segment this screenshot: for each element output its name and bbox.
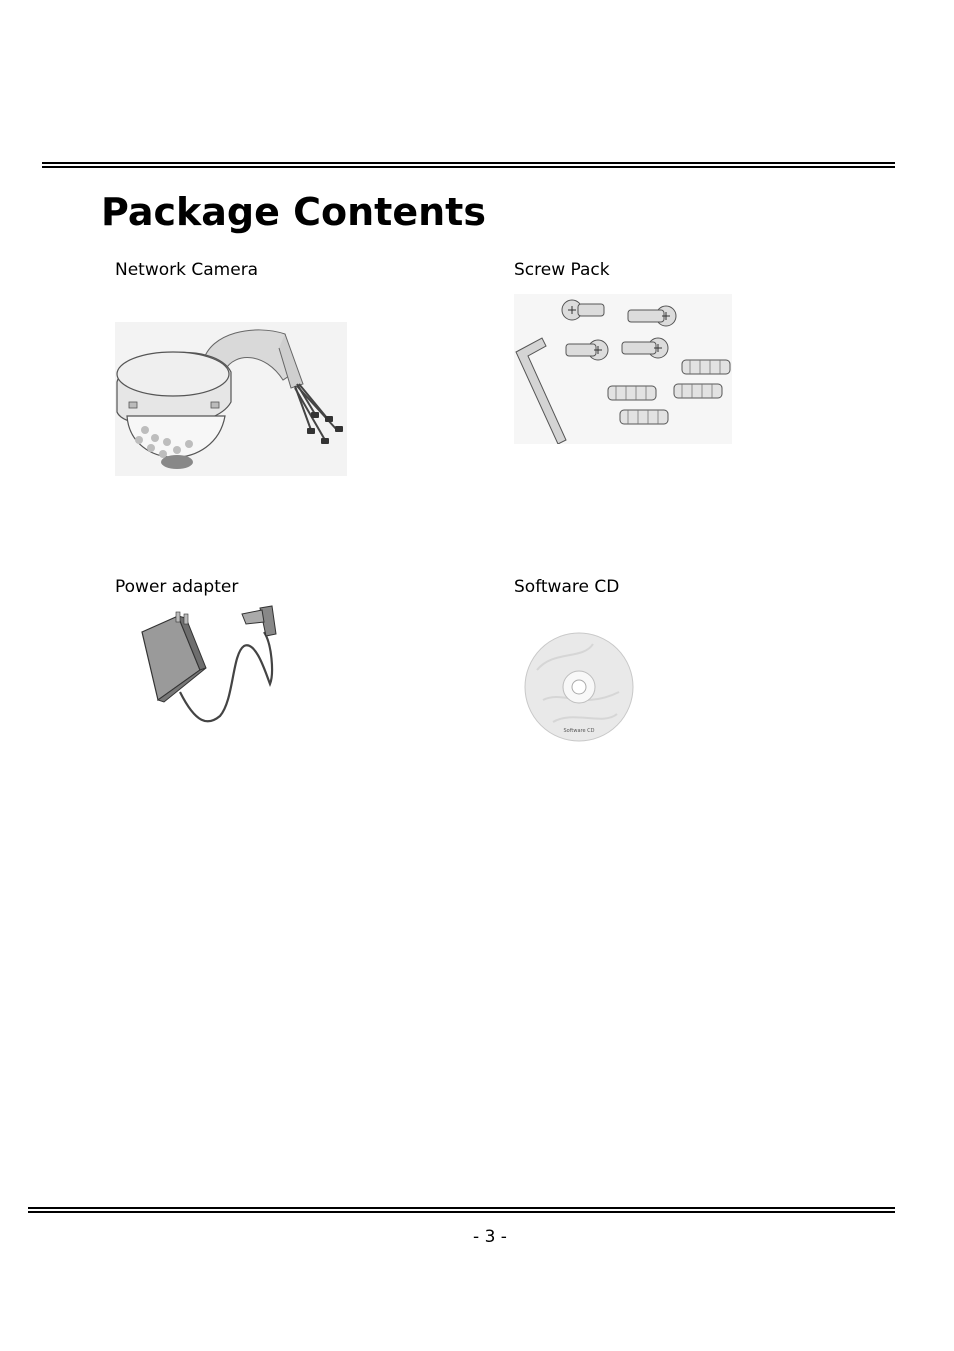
power-adapter-icon bbox=[136, 604, 278, 726]
cd-disc-text: Software CD bbox=[563, 728, 595, 734]
screw-pack-icon bbox=[514, 294, 732, 444]
footer-rule bbox=[28, 1207, 895, 1209]
page-number: - 3 - bbox=[473, 1227, 507, 1247]
item-label-network-camera: Network Camera bbox=[115, 260, 259, 280]
item-label-software-cd: Software CD bbox=[514, 577, 620, 597]
header-rule bbox=[42, 162, 895, 164]
page-title: Package Contents bbox=[101, 190, 486, 234]
software-cd-icon bbox=[523, 630, 635, 744]
item-label-screw-pack: Screw Pack bbox=[514, 260, 610, 280]
network-camera-icon bbox=[115, 322, 347, 476]
item-label-power-adapter: Power adapter bbox=[115, 577, 239, 597]
